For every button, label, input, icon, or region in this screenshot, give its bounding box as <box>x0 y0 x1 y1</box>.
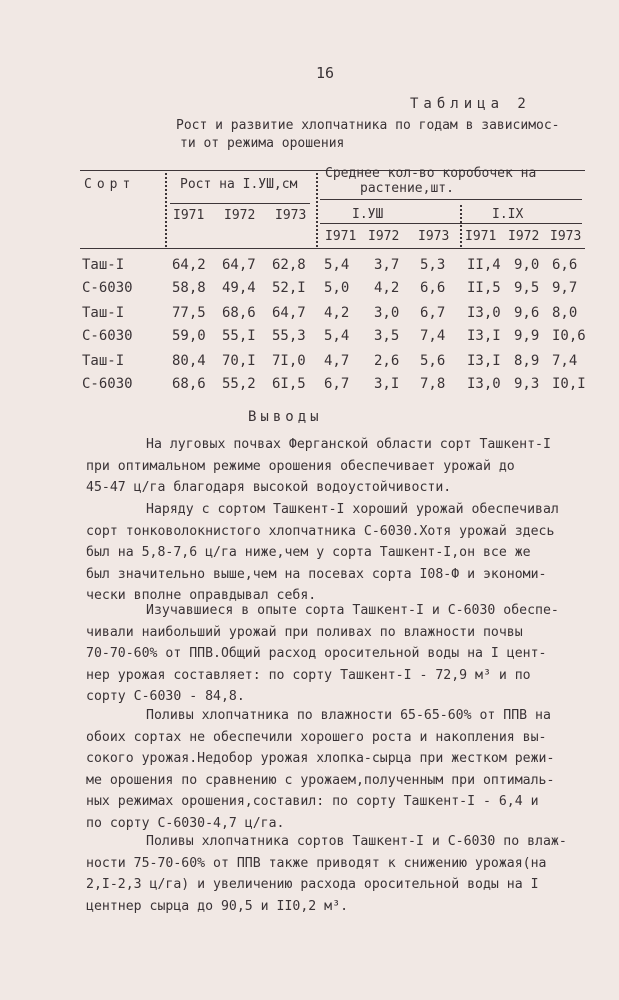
text-line: чески вполне оправдывал себя. <box>86 588 317 603</box>
table-cell: 5,4 <box>324 257 350 273</box>
table-cell: 9,5 <box>514 280 540 296</box>
table-cell: 59,0 <box>172 328 206 344</box>
text-line: На луговых почвах Ферганской области сорт Ташкент-I <box>146 437 551 452</box>
header-bolls-year: I971 <box>325 229 357 244</box>
header-growth-year: I971 <box>173 208 205 223</box>
table-cell: 7I,0 <box>272 353 306 369</box>
table-row-sort: Таш-I <box>82 305 125 321</box>
header-rule-growth <box>170 203 310 204</box>
text-line: обоих сортах не обеспечили хорошего роста и накопления вы- <box>86 729 547 745</box>
header-bolls-year: I971 <box>465 229 497 244</box>
table-cell: 3,I <box>374 376 400 392</box>
table-cell: I0,I <box>552 376 586 392</box>
table-cell: 68,6 <box>172 376 206 392</box>
table-cell: 9,6 <box>514 305 540 321</box>
header-growth-year: I972 <box>224 208 256 223</box>
header-bolls-year: I972 <box>368 229 400 244</box>
table-cell: 3,0 <box>374 305 400 321</box>
table-cell: 49,4 <box>222 280 256 296</box>
text-line: ных режимах орошения,составил: по сорту Ташкент-I - 6,4 и <box>86 794 539 809</box>
text-line: 2,I-2,3 ц/га) и увеличению расхода оросительной воды на I <box>86 877 539 892</box>
paragraph <box>86 831 596 917</box>
header-bolls-year: I973 <box>550 229 582 244</box>
text-line: 70-70-60% от ППВ.Общий расход оросительной воды на I цент- <box>86 646 547 661</box>
table-cell: 64,2 <box>172 257 206 273</box>
paragraph <box>86 434 596 499</box>
table-cell: 6,6 <box>552 257 578 273</box>
header-growth: Рост на I.УШ,см <box>180 177 298 192</box>
table-cell: I3,I <box>467 353 501 369</box>
table-cell: 3,7 <box>374 257 400 273</box>
table-caption-line: ти от режима орошения <box>180 136 345 151</box>
table-header-bottom-rule <box>80 248 585 249</box>
table-cell: 55,2 <box>222 376 256 392</box>
table-cell: 64,7 <box>272 305 306 321</box>
table-cell: 5,0 <box>324 280 350 296</box>
table-cell: II,5 <box>467 280 501 296</box>
text-line: чивали наибольший урожай при поливах по влажности почвы <box>86 624 523 640</box>
table-cell: 3,5 <box>374 328 400 344</box>
table-cell: 5,6 <box>420 353 446 369</box>
table-cell: 55,3 <box>272 328 306 344</box>
table-cell: 55,I <box>222 328 256 344</box>
header-date-1: I.УШ <box>352 207 384 222</box>
column-separator <box>165 173 167 247</box>
table-caption-line: Рост и развитие хлопчатника по годам в зависимос- <box>176 118 560 133</box>
table-row-sort: С-6030 <box>82 376 133 392</box>
table-cell: 6,7 <box>324 376 350 392</box>
table-cell: 7,4 <box>552 353 578 369</box>
header-bolls-line2: растение,шт. <box>360 181 454 196</box>
table-label: Таблица 2 <box>410 96 531 112</box>
header-bolls-line1: Среднее кол-во коробочек на <box>325 166 537 181</box>
table-cell: 6I,5 <box>272 376 306 392</box>
table-cell: 4,2 <box>374 280 400 296</box>
table-cell: 2,6 <box>374 353 400 369</box>
text-line: по сорту С-6030-4,7 ц/га. <box>86 815 285 831</box>
table-cell: 64,7 <box>222 257 256 273</box>
table-cell: I3,I <box>467 328 501 344</box>
table-cell: 62,8 <box>272 257 306 273</box>
column-separator <box>460 205 462 247</box>
text-line: Изучавшиеся в опыте сорта Ташкент-I и С-6030 обеспе- <box>146 603 559 618</box>
table-cell: 8,0 <box>552 305 578 321</box>
table-cell: I0,6 <box>552 328 586 344</box>
text-line: был значительно выше,чем на посевах сорта I08-Ф и экономи- <box>86 566 547 582</box>
section-title: Выводы <box>248 409 323 425</box>
table-cell: II,4 <box>467 257 501 273</box>
text-line: сорту С-6030 - 84,8. <box>86 689 245 704</box>
table-cell: 4,7 <box>324 353 350 369</box>
table-cell: 70,I <box>222 353 256 369</box>
table-cell: 9,9 <box>514 328 540 344</box>
table-row-sort: С-6030 <box>82 280 133 296</box>
table-row-sort: С-6030 <box>82 328 133 344</box>
table-cell: I3,0 <box>467 305 501 321</box>
table-cell: 6,6 <box>420 280 446 296</box>
text-line: 45-47 ц/га благодаря высокой водоустойчивости. <box>86 480 452 495</box>
page-number: 16 <box>316 64 335 82</box>
table-row-sort: Таш-I <box>82 257 125 273</box>
paragraph <box>86 600 596 708</box>
table-cell: 80,4 <box>172 353 206 369</box>
column-separator <box>316 173 318 247</box>
table-cell: 8,9 <box>514 353 540 369</box>
text-line: центнер сырца до 90,5 и II0,2 м³. <box>86 898 349 914</box>
table-row-sort: Таш-I <box>82 353 125 369</box>
table-cell: I3,0 <box>467 376 501 392</box>
table-cell: 4,2 <box>324 305 350 321</box>
header-date-2: I.IX <box>492 207 524 222</box>
text-line: Поливы хлопчатника сортов Ташкент-I и С-6030 по влаж- <box>146 834 567 849</box>
table-cell: 52,I <box>272 280 306 296</box>
text-line: сокого урожая.Недобор урожая хлопка-сырца при жестком режи- <box>86 751 555 766</box>
text-line: при оптимальном режиме орошения обеспечивает урожай до <box>86 458 515 474</box>
table-cell: 68,6 <box>222 305 256 321</box>
text-line: Поливы хлопчатника по влажности 65-65-60% от ППВ на <box>146 708 551 723</box>
header-rule-dates <box>320 223 582 224</box>
table-cell: 7,8 <box>420 376 446 392</box>
text-line: ме орошения по сравнению с урожаем,полученным при оптималь- <box>86 772 555 788</box>
table-cell: 6,7 <box>420 305 446 321</box>
table-cell: 77,5 <box>172 305 206 321</box>
table-cell: 5,3 <box>420 257 446 273</box>
table-cell: 9,3 <box>514 376 540 392</box>
text-line: Наряду с сортом Ташкент-I хороший урожай обеспечивал <box>146 502 559 517</box>
table-cell: 5,4 <box>324 328 350 344</box>
table-cell: 9,7 <box>552 280 578 296</box>
header-rule-bolls <box>320 199 582 200</box>
table-caption <box>176 117 596 153</box>
header-bolls-year: I972 <box>508 229 540 244</box>
text-line: сорт тонковолокнистого хлопчатника С-6030.Хотя урожай здесь <box>86 523 555 539</box>
paragraph <box>86 499 596 607</box>
text-line: был на 5,8-7,6 ц/га ниже,чем у сорта Ташкент-I,он все же <box>86 545 531 560</box>
text-line: ности 75-70-60% от ППВ также приводят к снижению урожая(на <box>86 855 547 871</box>
header-sort: Сорт <box>84 177 136 192</box>
table-cell: 7,4 <box>420 328 446 344</box>
header-bolls-year: I973 <box>418 229 450 244</box>
table-cell: 58,8 <box>172 280 206 296</box>
table-cell: 9,0 <box>514 257 540 273</box>
paragraph <box>86 705 596 834</box>
text-line: нер урожая составляет: по сорту Ташкент-I - 72,9 м³ и по <box>86 667 531 683</box>
header-growth-year: I973 <box>275 208 307 223</box>
